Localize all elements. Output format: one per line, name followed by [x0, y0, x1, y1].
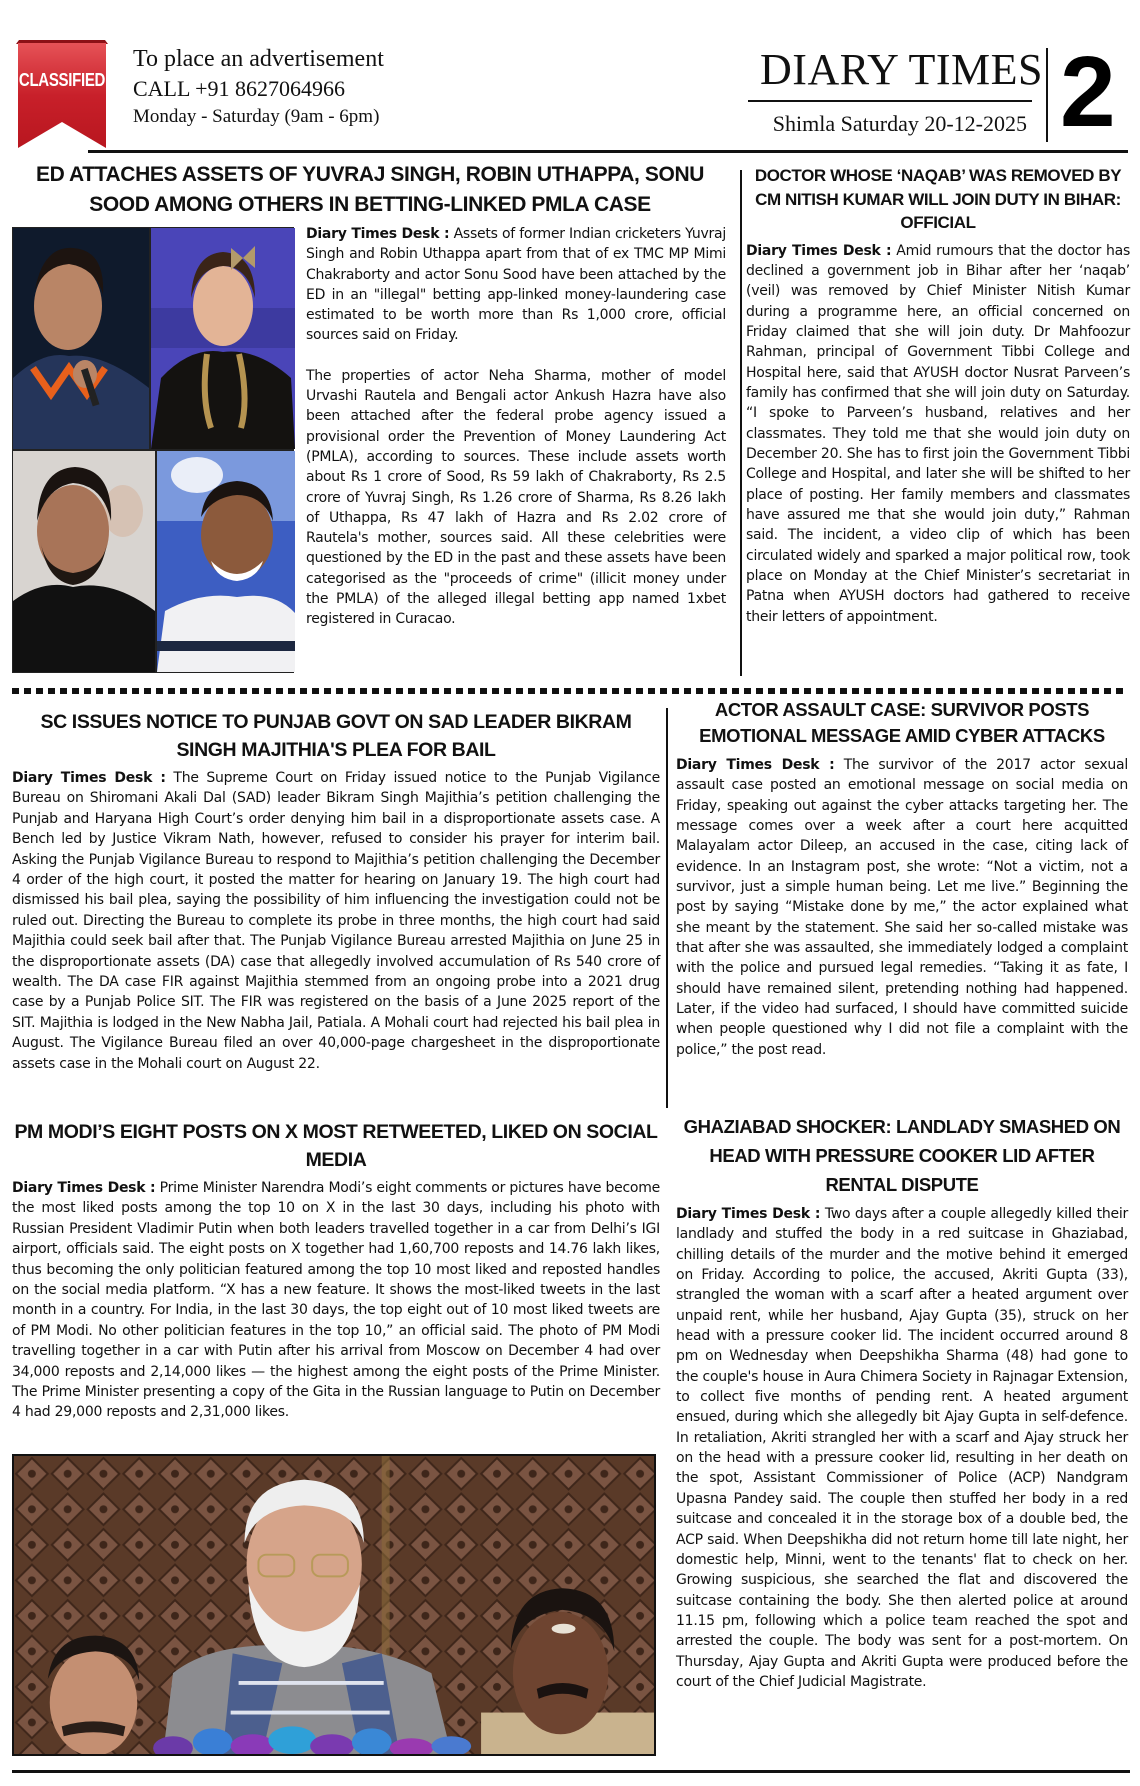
paragraph-text: Two days after a couple allegedly killed their landlady and stuffed the body in a red suitcase in Ghaziabad, chilling details of the murder and the motive behind it emerged on Friday. According to police, the accused, Akriti Gupta (33), strangled the woman with a scarf after a heated argument over unpaid rent, while her husband, Ajay Gupta (35), struck on her head with a pressure cooker lid. The incident occurred around 8 pm on Wednesday when Deepshikha Sharma (48) had gone to the couple's house in Aura Chimera Society in Rajnagar Extension, to collect five months of pending rent. A heated argument ensued, during which she allegedly bit Ajay Gupta in self-defence. In retaliation, Akriti strangled her with a scarf and Ajay struck her on the head with a pressure cooker lid, resulting in her death on the spot, Assistant Commissioner of Police (ACP) Nandgram Upasna Pandey said. The couple then stuffed her body in a red suitcase and concealed it in the storage box of a double bed, the ACP said. When Deepshikha did not return home till late night, her domestic help, Minni, went to the tenants' flat to check on her. Growing suspicious, she searched the flat and discovered the suitcase containing the body. She then alerted police at around 11.15 pm, following which a police team reached the spot and arrested the couple. The body was sent for a post-mortem. On Thursday, Ajay Gupta and Akriti Gupta were produced before the court of the Chief Judicial Magistrate.: [676, 1206, 1128, 1690]
article-headline: GHAZIABAD SHOCKER: LANDLADY SMASHED ON HEAD WITH PRESSURE COOKER LID AFTER RENTAL DISPUTE: [683, 1116, 1121, 1195]
celebrity-photo-grid: [12, 227, 294, 673]
article-headline: PM MODI’S EIGHT POSTS ON X MOST RETWEETED, LIKED ON SOCIAL MEDIA: [14, 1121, 658, 1171]
byline: Diary Times Desk :: [306, 226, 450, 242]
byline: Diary Times Desk :: [12, 770, 166, 786]
article-body: [746, 241, 1130, 628]
header-vertical-divider: [1046, 48, 1048, 142]
article-modi-x-posts: [12, 1118, 660, 1423]
classified-label: CLASSIFIED: [18, 69, 106, 92]
article-body: [12, 1178, 660, 1423]
robin-uthappa-photo: [157, 451, 295, 672]
masthead: [0, 0, 1140, 150]
pm-modi-speaking-photo: [12, 1454, 656, 1756]
dateline: Shimla Saturday 20-12-2025: [772, 111, 1027, 136]
newspaper-title: DIARY TIMES: [760, 45, 1043, 94]
ad-hours: Monday - Saturday (9am - 6pm): [133, 106, 380, 127]
footer-rule: [12, 1770, 1130, 1773]
byline: Diary Times Desk :: [12, 1180, 156, 1196]
article-paragraph: The properties of actor Neha Sharma, mother of model Urvashi Rautela and Bengali actor Ankush Hazra have also been attached after the federal probe agency issued a provisional order the Prevention of Money Laundering Act (PMLA), according to sources. These include assets worth about Rs 1 crore of Sood, Rs 59 lakh of Chakraborty, Rs 2.5 crore of Yuvraj Singh, Rs 1.26 crore of Sharma, Rs 8.26 lakh of Uthappa, Rs 47 lakh of Hazra and Rs 2.02 crore of Rautela's mother, sources said. All these celebrities were questioned by the ED in the past and these assets have been categorised as the "proceeds of crime" (illicit money under the PMLA) of the alleged illegal betting app named 1xbet registered in Curacao.: [306, 367, 726, 628]
paragraph-text: The Supreme Court on Friday issued notice to the Punjab Vigilance Bureau on Shiromani Akali Dal (SAD) leader Bikram Singh Majithia’s petition challenging the Punjab and Haryana High Court’s order denying him bail in a disproportionate assets case. A Bench led by Justice Vikram Nath, however, refused to consider his prayer for interim bail. Asking the Punjab Vigilance Bureau to respond to Majithia’s petition challenging the December 4 order of the high court, it posted the matter for hearing on January 19. The high court had dismissed his bail plea, saying the possibility of him influencing the investigation could not be ruled out. Directing the Bureau to complete its probe in three months, the high court had said Majithia could seek bail after that. The Punjab Vigilance Bureau arrested Majithia on June 25 in the disproportionate assets (DA) case that allegedly involved accumulation of Rs 540 crore of wealth. The DA case FIR against Majithia stemmed from an ongoing probe into a 2021 drug case by a Punjab Police SIT. The FIR was registered on the basis of a June 2025 report of the SIT. Majithia is lodged in the New Nabha Jail, Patiala. A Mohali court had rejected his bail plea in August. The Vigilance Bureau filed an over 40,000-page chargesheet in the disproportionate assets case in the Mohali court on August 22.: [12, 770, 660, 1072]
classified-ribbon: [16, 40, 108, 148]
article-headline: DOCTOR WHOSE ‘NAQAB’ WAS REMOVED BY CM NITISH KUMAR WILL JOIN DUTY IN BIHAR: OFFICIAL: [754, 166, 1122, 232]
advertisement-info: [133, 44, 384, 130]
section-dashed-divider: [12, 688, 1128, 694]
column-divider: [666, 708, 668, 1108]
urvashi-rautela-photo: [151, 228, 295, 449]
article-actor-assault: [676, 697, 1128, 1060]
article-ed-assets-body: [306, 224, 726, 630]
article-naqab-doctor: [746, 164, 1130, 627]
title-divider: [748, 100, 1032, 102]
article-ghaziabad-shocker: [676, 1112, 1128, 1692]
header-rule: [88, 150, 1128, 153]
byline: Diary Times Desk :: [676, 757, 835, 773]
byline: Diary Times Desk :: [676, 1206, 821, 1222]
article-body: [12, 768, 660, 1074]
paragraph-text: Assets of former Indian cricketers Yuvraj Singh and Robin Uthappa apart from that of ex TMC MP Mimi Chakraborty and actor Sonu Sood have been attached by the ED in an "illegal" betting app-linked money-laundering case estimated to be worth more than Rs 1,000 crore, official sources said on Friday.: [306, 226, 726, 344]
article-headline: ACTOR ASSAULT CASE: SURVIVOR POSTS EMOTIONAL MESSAGE AMID CYBER ATTACKS: [699, 699, 1105, 746]
paragraph-text: The survivor of the 2017 actor sexual assault case posted an emotional message on social media on Friday, speaking out against the cyber attacks targeting her. The message comes over a week after a court here acquitted Malayalam actor Dileep, an accused in the case, citing lack of evidence. In an Instagram post, she wrote: “Not a victim, not a survivor, just a simple human being. Let me live.” Beginning the post by saying “Mistake done by me,” the actor explained what she meant by the statement. She said her so-called mistake was that after she was assaulted, she immediately lodged a complaint with the police and pursued legal remedies. “Taking it as fate, I should have remained silent, pretending nothing had happened. Later, if the video had surfaced, I should have committed suicide when people questioned why I did not file a complaint with the police,” the post read.: [676, 757, 1128, 1058]
ad-headline: To place an advertisement: [133, 46, 384, 72]
article-majithia-bail: [12, 708, 660, 1074]
article-headline: ED ATTACHES ASSETS OF YUVRAJ SINGH, ROBIN UTHAPPA, SONU SOOD AMONG OTHERS IN BETTING-LINKED PMLA CASE: [36, 163, 704, 216]
page-number: 2: [1060, 36, 1116, 148]
article-paragraph: [306, 224, 726, 346]
sonu-sood-photo: [13, 228, 149, 449]
paragraph-text: Amid rumours that the doctor has declined a government job in Bihar after her ‘naqab’ (veil) was removed by Chief Minister Nitish Kumar during a programme here, an official concerned on Friday claimed that she will join duty. Dr Mahfoozur Rahman, principal of Government Tibbi College and Hospital here, said that AYUSH doctor Nusrat Parveen’s family has confirmed that she will join duty on Saturday. “I spoke to Parveen’s husband, relatives and her classmates. They told me that she would join duty on December 20. She has to first join the Government Tibbi College and Hospital, and later she will be shifted to her place of posting. Her family members and classmates have assured me that she would join duty,” Rahman said. The incident, a video clip of which has been circulated widely and sparked a major political row, took place on Monday at the Chief Minister’s secretariat in Patna when AYUSH doctors had gathered to receive their letters of appointment.: [746, 242, 1130, 625]
paragraph-text: Prime Minister Narendra Modi’s eight comments or pictures have become the most liked posts among the top 10 on X in the last 30 days, including his photo with Russian President Vladimir Putin when both leaders travelled together in a car from Delhi’s IGI airport, officials said. The eight posts on X together had 1,60,700 reposts and 14.76 lakh likes, thus becoming the only politician featured among the top 10 most liked and reposted handles on the social media platform. “X has a new feature. It shows the most-liked tweets in the last month in a country. For India, in the last 30 days, the top eight out of 10 most liked tweets are of PM Modi. No other politician features in the top 10,” an official said. The photo of PM Modi travelling together in a car with Putin after his arrival from Moscow on December 4 had over 34,000 reposts and 2,14,000 likes — the highest among the eight posts of the Prime Minister. The Prime Minister presenting a copy of the Gita in the Russian language to Putin on December 4 had 29,000 reposts and 2,31,000 likes.: [12, 1180, 660, 1421]
ribbon-icon: [16, 40, 108, 148]
article-ed-assets: [12, 160, 728, 220]
yuvraj-singh-photo: [13, 451, 155, 672]
article-headline: SC ISSUES NOTICE TO PUNJAB GOVT ON SAD LEADER BIKRAM SINGH MAJITHIA'S PLEA FOR BAIL: [40, 711, 632, 761]
article-body: [676, 1204, 1128, 1692]
ad-phone: CALL +91 8627064966: [133, 76, 346, 101]
article-body: [676, 755, 1128, 1060]
column-divider: [740, 170, 742, 676]
byline: Diary Times Desk :: [746, 242, 892, 259]
